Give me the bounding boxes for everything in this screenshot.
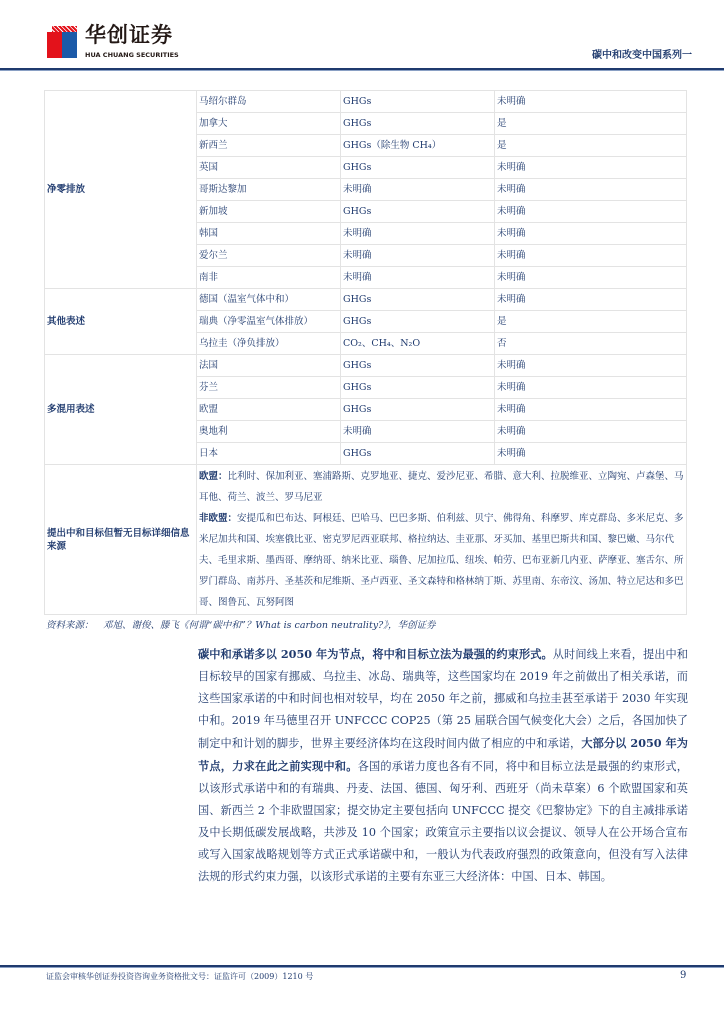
commitment-table bbox=[44, 90, 687, 615]
gas-cell: GHGs bbox=[341, 399, 495, 421]
gas-cell: GHGs bbox=[341, 355, 495, 377]
legal-cell: 是 bbox=[495, 135, 687, 157]
eu-label: 欧盟： bbox=[199, 471, 228, 482]
page-number: 9 bbox=[680, 970, 687, 981]
gas-cell: 未明确 bbox=[341, 223, 495, 245]
legal-cell: 未明确 bbox=[495, 245, 687, 267]
gas-cell: GHGs bbox=[341, 91, 495, 113]
table-row bbox=[45, 355, 687, 377]
gas-cell: GHGs（除生物 CH₄） bbox=[341, 135, 495, 157]
country-cell: 日本 bbox=[197, 443, 341, 465]
country-list-cell bbox=[197, 465, 687, 615]
logo-en: HUA CHUANG SECURITIES bbox=[85, 51, 179, 59]
body-paragraph bbox=[198, 643, 688, 888]
category-cell: 多混用表述 bbox=[45, 355, 197, 465]
gas-cell: GHGs bbox=[341, 157, 495, 179]
country-cell: 德国（温室气体中和） bbox=[197, 289, 341, 311]
body-segment: 从时间线上来看，提出中和目标较早的国家有挪威、乌拉圭、冰岛、瑞典等，这些国家均在 2019 年之前做出了相关承诺，而这些国家承诺的中和时间也相对较早，均在 2050 年之前，挪威和乌拉圭甚至承诺于 2030 年实现中和。2019 年马德里召开 UNFCCC COP25（第 25 届联合国气候变化大会）之后，各国加快了制定中和计划的脚步，世界主要经济体均在这段时间内做了相应的中和承诺， bbox=[198, 648, 688, 750]
footer-rule bbox=[0, 965, 724, 968]
eu-list: 比利时、保加利亚、塞浦路斯、克罗地亚、捷克、爱沙尼亚、希腊、意大利、拉脱维亚、立陶宛、卢森堡、马耳他、荷兰、波兰、罗马尼亚 bbox=[199, 471, 684, 503]
country-cell: 芬兰 bbox=[197, 377, 341, 399]
gas-cell: GHGs bbox=[341, 289, 495, 311]
legal-cell: 未明确 bbox=[495, 355, 687, 377]
legal-cell: 未明确 bbox=[495, 223, 687, 245]
country-cell: 南非 bbox=[197, 267, 341, 289]
logo-cube-icon bbox=[47, 26, 77, 58]
country-cell: 加拿大 bbox=[197, 113, 341, 135]
gas-cell: GHGs bbox=[341, 377, 495, 399]
legal-cell: 未明确 bbox=[495, 267, 687, 289]
gas-cell: 未明确 bbox=[341, 267, 495, 289]
table-row bbox=[45, 465, 687, 615]
legal-cell: 未明确 bbox=[495, 421, 687, 443]
header-rule bbox=[0, 68, 724, 71]
country-cell: 奥地利 bbox=[197, 421, 341, 443]
non-eu-list: 安提瓜和巴布达、阿根廷、巴哈马、巴巴多斯、伯利兹、贝宁、佛得角、科摩罗、库克群岛、多米尼克、多米尼加共和国、埃塞俄比亚、密克罗尼西亚联邦、格拉纳达、圭亚那、牙买加、基里巴斯共和国、黎巴嫩、马尔代夫、毛里求斯、墨西哥、摩纳哥、纳米比亚、瑙鲁、尼加拉瓜、纽埃、帕劳、巴布亚新几内亚、萨摩亚、塞舌尔、所罗门群岛、南苏丹、圣基茨和尼维斯、圣卢西亚、圣文森特和格林纳丁斯、苏里南、东帝汶、汤加、特立尼达和多巴哥、图鲁瓦、瓦努阿图 bbox=[199, 513, 684, 608]
source-note: 资料来源： 邓旭、谢俊、滕飞《何谓“碳中和”？What is carbon neutrality?》，华创证券 bbox=[46, 620, 436, 631]
country-cell: 新加坡 bbox=[197, 201, 341, 223]
gas-cell: GHGs bbox=[341, 443, 495, 465]
legal-cell: 未明确 bbox=[495, 289, 687, 311]
series-title: 碳中和改变中国系列一 bbox=[592, 50, 692, 61]
content-flow bbox=[44, 90, 686, 888]
gas-cell: GHGs bbox=[341, 201, 495, 223]
country-cell: 爱尔兰 bbox=[197, 245, 341, 267]
body-segment: 碳中和承诺多以 2050 年为节点，将中和目标立法为最强的约束形式。 bbox=[198, 647, 553, 661]
country-cell: 哥斯达黎加 bbox=[197, 179, 341, 201]
legal-cell: 未明确 bbox=[495, 443, 687, 465]
non-eu-label: 非欧盟： bbox=[199, 513, 238, 524]
country-cell: 欧盟 bbox=[197, 399, 341, 421]
country-cell: 乌拉圭（净负排放） bbox=[197, 333, 341, 355]
gas-cell: GHGs bbox=[341, 311, 495, 333]
country-cell: 韩国 bbox=[197, 223, 341, 245]
body-segment: 各国的承诺力度也各有不同，将中和目标立法是最强的约束形式，以该形式承诺中和的有瑞典、丹麦、法国、德国、匈牙利、西班牙（尚未草案）6 个欧盟国家和英国、新西兰 2 个非欧盟国家；提交协定主要包括向 UNFCCC 提交《巴黎协定》下的自主减排承诺及中长期低碳发展战略，共涉及 10 个国家；政策宣示主要指以议会提议、领导人在公开场合宣布或写入国家战略规划等方式正式承诺碳中和，一般认为代表政府强烈的政策意向，但没有写入法律法规的形式约束力强，以该形式承诺的主要有东亚三大经济体：中国、日本、韩国。 bbox=[198, 760, 688, 883]
footer-license: 证监会审核华创证券投资咨询业务资格批文号：证监许可（2009）1210 号 bbox=[46, 972, 314, 981]
legal-cell: 未明确 bbox=[495, 201, 687, 223]
country-cell: 新西兰 bbox=[197, 135, 341, 157]
country-cell: 英国 bbox=[197, 157, 341, 179]
table-row bbox=[45, 289, 687, 311]
gas-cell: 未明确 bbox=[341, 421, 495, 443]
table-row bbox=[45, 91, 687, 113]
legal-cell: 未明确 bbox=[495, 157, 687, 179]
country-cell: 法国 bbox=[197, 355, 341, 377]
legal-cell: 未明确 bbox=[495, 399, 687, 421]
category-cell: 提出中和目标但暂无目标详细信息来源 bbox=[45, 465, 197, 615]
legal-cell: 是 bbox=[495, 311, 687, 333]
gas-cell: CO₂、CH₄、N₂O bbox=[341, 333, 495, 355]
logo-cn: 华创证券 bbox=[85, 23, 173, 47]
legal-cell: 未明确 bbox=[495, 377, 687, 399]
gas-cell: GHGs bbox=[341, 113, 495, 135]
legal-cell: 否 bbox=[495, 333, 687, 355]
country-cell: 马绍尔群岛 bbox=[197, 91, 341, 113]
gas-cell: 未明确 bbox=[341, 179, 495, 201]
legal-cell: 未明确 bbox=[495, 91, 687, 113]
category-cell: 净零排放 bbox=[45, 91, 197, 289]
gas-cell: 未明确 bbox=[341, 245, 495, 267]
country-cell: 瑞典（净零温室气体排放） bbox=[197, 311, 341, 333]
legal-cell: 未明确 bbox=[495, 179, 687, 201]
legal-cell: 是 bbox=[495, 113, 687, 135]
company-logo bbox=[47, 22, 187, 62]
body-segment: 大部分以 2050 年为节点，力求在此之前实现中和。 bbox=[198, 736, 688, 773]
category-cell: 其他表述 bbox=[45, 289, 197, 355]
